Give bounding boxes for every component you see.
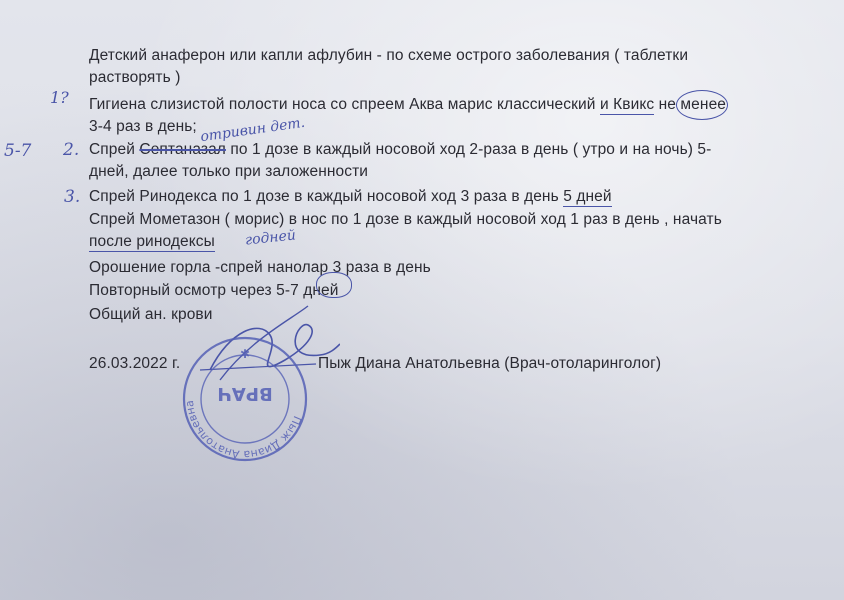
followup-days-mark <box>316 272 352 298</box>
line-hygiene-text: Гигиена слизистой полости носа со спреем Аква марис классический <box>89 96 600 113</box>
line-mometasone: Спрей Мометазон ( морис) в нос по 1 дозе в каждый носовой ход 1 раз в день , начать <box>89 211 722 228</box>
line-septanazal <box>89 141 711 159</box>
handwritten-drug-insert: отривин дет. <box>199 114 307 146</box>
after-rinodex-underlined: после ринодексы <box>89 233 215 250</box>
line-septanazal-dosage: по 1 дозе в каждый носовой ход 2-раза в день ( утро и на ночь) 5- <box>225 141 712 158</box>
line-hygiene-tail: не менее <box>654 96 727 113</box>
line-throat-spray: Орошение горла -спрей нанолар 3 раза в день <box>89 259 431 276</box>
doctor-stamp <box>180 334 310 464</box>
line-hygiene <box>89 96 726 114</box>
handwritten-days-margin: 5-7 <box>4 141 32 161</box>
doctor-name: Пыж Диана Анатольевна (Врач-отоларинголог) <box>318 355 662 372</box>
septanazal-struck: Септаназал <box>139 141 226 158</box>
quix-underlined: и Квикс <box>599 96 655 113</box>
line-dissolve: растворять ) <box>89 69 181 86</box>
stamp-star-icon: ✱ <box>239 347 251 361</box>
line-anaferon: Детский анаферон или капли афлубин - по схеме острого заболевания ( таблетки <box>89 47 689 64</box>
handwritten-number-1: 1? <box>50 88 69 107</box>
line-frequency: 3-4 раз в день; <box>89 118 197 135</box>
handwritten-number-2: 2. <box>63 140 80 160</box>
line-rinodex <box>89 188 612 206</box>
five-days-underlined: 5 дней <box>563 188 612 205</box>
stamp-center-text: ВРАЧ <box>217 383 273 404</box>
handwritten-number-3: 3. <box>64 187 81 207</box>
line-congestion: дней, далее только при заложенности <box>89 163 369 180</box>
line-rinodex-text: Спрей Ринодекса по 1 дозе в каждый носовой ход 3 раза в день <box>89 188 564 205</box>
quix-circle-mark <box>676 90 728 120</box>
line-blood-test: Общий ан. крови <box>89 306 213 323</box>
handwritten-note: годней <box>244 227 297 249</box>
date: 26.03.2022 г. <box>89 355 181 372</box>
line-septanazal-prefix: Спрей <box>89 141 140 158</box>
line-after-rinodex <box>89 233 215 251</box>
line-followup: Повторный осмотр через 5-7 дней <box>89 282 339 299</box>
stamp-ring-text: Пыж Диана Анатольевна <box>182 399 304 462</box>
